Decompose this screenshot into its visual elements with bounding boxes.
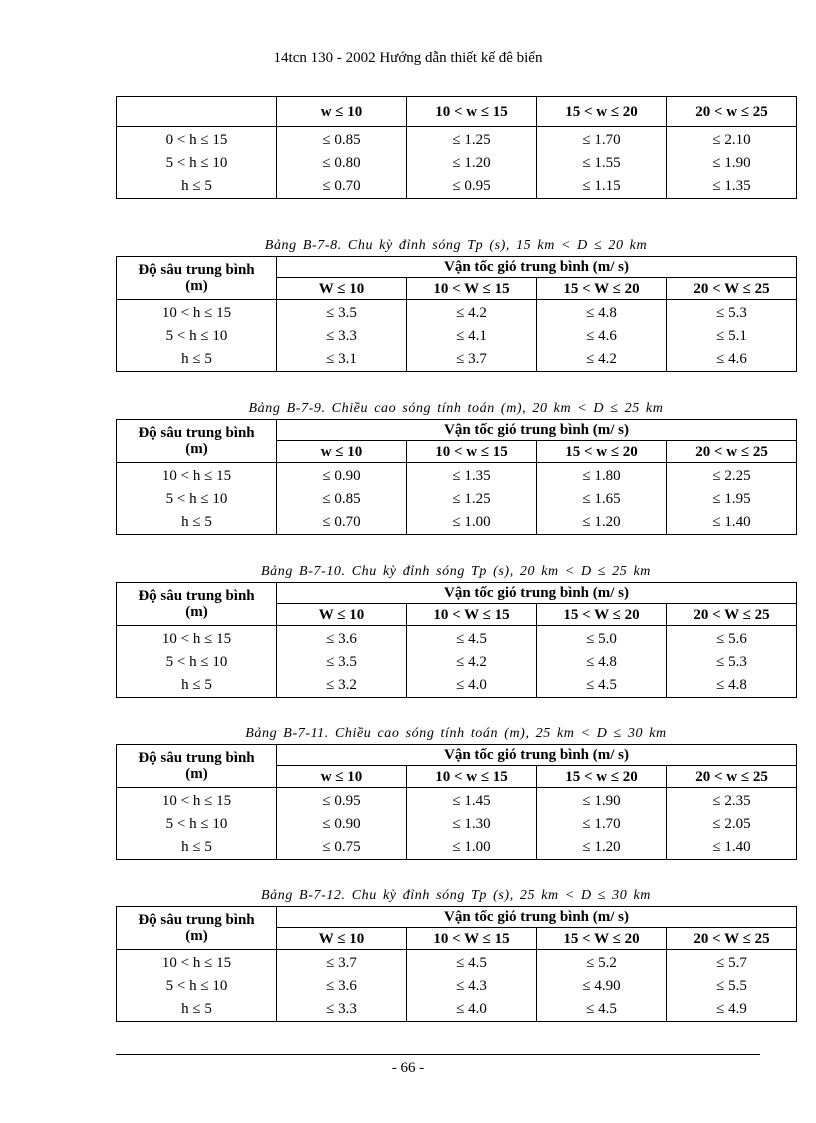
depth-column — [117, 788, 277, 860]
depth-header: Độ sâu trung bình — [138, 912, 255, 928]
table-value: ≤ 4.3 — [456, 978, 487, 994]
table-value: ≤ 1.30 — [452, 816, 491, 832]
depth-header-cell — [117, 420, 277, 463]
table-value: ≤ 3.7 — [326, 955, 357, 971]
value-column — [407, 463, 537, 535]
table-value: ≤ 3.3 — [326, 328, 357, 344]
table-value: ≤ 4.2 — [456, 305, 487, 321]
table-value: ≤ 0.80 — [322, 155, 361, 171]
table-value: ≤ 3.1 — [326, 351, 357, 367]
depth-label: 5 < h ≤ 10 — [165, 816, 228, 832]
column-header-row — [117, 97, 797, 127]
depth-header-cell — [117, 907, 277, 950]
value-column — [667, 300, 797, 372]
table-value: ≤ 0.70 — [322, 514, 361, 530]
table-value: ≤ 4.8 — [586, 305, 617, 321]
depth-label: h ≤ 5 — [181, 351, 212, 367]
table-value: ≤ 4.0 — [456, 1001, 487, 1017]
depth-label: 5 < h ≤ 10 — [165, 155, 228, 171]
header-row-top — [117, 583, 797, 604]
table-value: ≤ 2.10 — [712, 132, 751, 148]
table-caption: Bảng B-7-8. Chu kỳ đỉnh sóng Tp (s), 15 km < D ≤ 20 km — [264, 238, 648, 253]
table-value: ≤ 1.70 — [582, 132, 621, 148]
depth-header: Độ sâu trung bình — [138, 750, 255, 766]
table-value: ≤ 4.1 — [456, 328, 487, 344]
depth-label: 5 < h ≤ 10 — [165, 328, 228, 344]
depth-unit: (m) — [185, 928, 208, 944]
table-body-row — [117, 127, 797, 199]
table-body-row — [117, 626, 797, 698]
table-block-b-7-10 — [116, 562, 796, 698]
table-value: ≤ 1.25 — [452, 132, 491, 148]
table-value: ≤ 1.70 — [582, 816, 621, 832]
depth-label: 0 < h ≤ 15 — [165, 132, 228, 148]
column-header: 20 < w ≤ 25 — [667, 97, 797, 127]
table-value: ≤ 3.2 — [326, 677, 357, 693]
table-value: ≤ 5.5 — [716, 978, 747, 994]
column-header: 15 < W ≤ 20 — [537, 278, 667, 300]
table-block-b-7-9 — [116, 399, 796, 535]
value-column — [407, 127, 537, 199]
column-header: 10 < w ≤ 15 — [407, 441, 537, 463]
depth-column — [117, 127, 277, 199]
column-header: 15 < w ≤ 20 — [537, 441, 667, 463]
table-value: ≤ 4.5 — [456, 631, 487, 647]
table-value: ≤ 0.85 — [322, 491, 361, 507]
empty-header-cell — [117, 97, 277, 127]
table-value: ≤ 4.2 — [456, 654, 487, 670]
depth-header: Độ sâu trung bình — [138, 425, 255, 441]
data-table — [116, 256, 797, 372]
depth-label: h ≤ 5 — [181, 677, 212, 693]
table-value: ≤ 0.85 — [322, 132, 361, 148]
table-value: ≤ 1.20 — [582, 839, 621, 855]
table-value: ≤ 5.3 — [716, 305, 747, 321]
column-header: 10 < W ≤ 15 — [407, 278, 537, 300]
column-header: w ≤ 10 — [277, 766, 407, 788]
column-header: 10 < w ≤ 15 — [407, 97, 537, 127]
table-value: ≤ 0.95 — [322, 793, 361, 809]
depth-label: 10 < h ≤ 15 — [161, 955, 232, 971]
value-column — [667, 950, 797, 1022]
table-block-b-7-12 — [116, 886, 796, 1022]
header-row-top — [117, 745, 797, 766]
column-header: 20 < W ≤ 25 — [667, 604, 797, 626]
table-caption: Bảng B-7-9. Chiều cao sóng tính toán (m), 20 km < D ≤ 25 km — [248, 401, 664, 416]
table-value: ≤ 1.15 — [582, 178, 621, 194]
table-value: ≤ 1.00 — [452, 839, 491, 855]
depth-label: 10 < h ≤ 15 — [161, 793, 232, 809]
table-value: ≤ 1.00 — [452, 514, 491, 530]
depth-column — [117, 463, 277, 535]
value-column — [407, 950, 537, 1022]
table-value: ≤ 1.55 — [582, 155, 621, 171]
table-value: ≤ 1.65 — [582, 491, 621, 507]
value-column — [667, 788, 797, 860]
table-value: ≤ 4.6 — [716, 351, 747, 367]
data-table — [116, 419, 797, 535]
table-value: ≤ 0.95 — [452, 178, 491, 194]
table-value: ≤ 1.95 — [712, 491, 751, 507]
depth-label: 10 < h ≤ 15 — [161, 631, 232, 647]
table-value: ≤ 5.1 — [716, 328, 747, 344]
table-value: ≤ 4.5 — [586, 677, 617, 693]
table-caption: Bảng B-7-11. Chiều cao sóng tính toán (m), 25 km < D ≤ 30 km — [245, 726, 667, 741]
depth-label: h ≤ 5 — [181, 514, 212, 530]
value-column — [537, 463, 667, 535]
header-row-top — [117, 420, 797, 441]
wind-speed-header: Vận tốc gió trung bình (m/ s) — [277, 257, 797, 278]
depth-column — [117, 626, 277, 698]
table-value: ≤ 5.2 — [586, 955, 617, 971]
header-row-top — [117, 257, 797, 278]
depth-unit: (m) — [185, 604, 208, 620]
value-column — [407, 788, 537, 860]
value-column — [277, 626, 407, 698]
table-value: ≤ 4.9 — [716, 1001, 747, 1017]
table-block-b-7-11 — [116, 724, 796, 860]
table-value: ≤ 4.5 — [586, 1001, 617, 1017]
column-header: w ≤ 10 — [277, 97, 407, 127]
footer-divider — [116, 1054, 760, 1055]
depth-header: Độ sâu trung bình — [138, 588, 255, 604]
table-value: ≤ 5.0 — [586, 631, 617, 647]
table-block-continued — [116, 96, 796, 199]
table-caption: Bảng B-7-10. Chu kỳ đỉnh sóng Tp (s), 20 km < D ≤ 25 km — [261, 564, 651, 579]
table-value: ≤ 5.3 — [716, 654, 747, 670]
data-table — [116, 582, 797, 698]
depth-label: 5 < h ≤ 10 — [165, 978, 228, 994]
table-value: ≤ 4.5 — [456, 955, 487, 971]
table-value: ≤ 1.25 — [452, 491, 491, 507]
table-body-row — [117, 950, 797, 1022]
table-value: ≤ 3.5 — [326, 654, 357, 670]
table-value: ≤ 4.8 — [586, 654, 617, 670]
value-column — [537, 300, 667, 372]
column-header: 10 < W ≤ 15 — [407, 604, 537, 626]
depth-label: h ≤ 5 — [181, 1001, 212, 1017]
depth-header-cell — [117, 745, 277, 788]
depth-label: 10 < h ≤ 15 — [161, 468, 232, 484]
table-value: ≤ 1.90 — [582, 793, 621, 809]
table-body-row — [117, 463, 797, 535]
column-header: 20 < w ≤ 25 — [667, 441, 797, 463]
page-number: - 66 - — [391, 1060, 425, 1076]
column-header: W ≤ 10 — [277, 278, 407, 300]
value-column — [277, 127, 407, 199]
table-value: ≤ 1.20 — [582, 514, 621, 530]
depth-column — [117, 950, 277, 1022]
table-value: ≤ 1.40 — [712, 839, 751, 855]
table-value: ≤ 1.40 — [712, 514, 751, 530]
table-value: ≤ 4.6 — [586, 328, 617, 344]
depth-label: h ≤ 5 — [181, 839, 212, 855]
table-value: ≤ 0.90 — [322, 816, 361, 832]
table-value: ≤ 1.20 — [452, 155, 491, 171]
depth-label: h ≤ 5 — [181, 178, 212, 194]
column-header: 20 < W ≤ 25 — [667, 278, 797, 300]
value-column — [277, 788, 407, 860]
table-value: ≤ 5.7 — [716, 955, 747, 971]
value-column — [407, 626, 537, 698]
table-value: ≤ 2.25 — [712, 468, 751, 484]
column-header: 20 < w ≤ 25 — [667, 766, 797, 788]
value-column — [537, 950, 667, 1022]
table-value: ≤ 4.8 — [716, 677, 747, 693]
depth-label: 5 < h ≤ 10 — [165, 654, 228, 670]
depth-header: Độ sâu trung bình — [138, 262, 255, 278]
table-value: ≤ 1.35 — [452, 468, 491, 484]
table-body-row — [117, 788, 797, 860]
data-table — [116, 906, 797, 1022]
header-row-top — [117, 907, 797, 928]
table-value: ≤ 2.05 — [712, 816, 751, 832]
table-block-b-7-8 — [116, 236, 796, 372]
value-column — [277, 300, 407, 372]
wind-speed-header: Vận tốc gió trung bình (m/ s) — [277, 583, 797, 604]
depth-column — [117, 300, 277, 372]
value-column — [667, 463, 797, 535]
table-caption: Bảng B-7-12. Chu kỳ đỉnh sóng Tp (s), 25 km < D ≤ 30 km — [261, 888, 651, 903]
wind-speed-header: Vận tốc gió trung bình (m/ s) — [277, 420, 797, 441]
column-header: 20 < W ≤ 25 — [667, 928, 797, 950]
table-value: ≤ 4.2 — [586, 351, 617, 367]
depth-unit: (m) — [185, 278, 208, 294]
depth-unit: (m) — [185, 441, 208, 457]
value-column — [277, 950, 407, 1022]
table-value: ≤ 3.6 — [326, 978, 357, 994]
table-value: ≤ 0.70 — [322, 178, 361, 194]
table-value: ≤ 4.90 — [582, 978, 621, 994]
depth-unit: (m) — [185, 766, 208, 782]
column-header: 15 < W ≤ 20 — [537, 604, 667, 626]
table-value: ≤ 3.3 — [326, 1001, 357, 1017]
value-column — [667, 127, 797, 199]
column-header: 10 < W ≤ 15 — [407, 928, 537, 950]
table-value: ≤ 3.7 — [456, 351, 487, 367]
depth-header-cell — [117, 257, 277, 300]
value-column — [407, 300, 537, 372]
page-header: 14tcn 130 - 2002 Hướng dẫn thiết kế đê biển — [273, 50, 543, 66]
wind-speed-header: Vận tốc gió trung bình (m/ s) — [277, 907, 797, 928]
depth-label: 5 < h ≤ 10 — [165, 491, 228, 507]
table-value: ≤ 1.90 — [712, 155, 751, 171]
table-value: ≤ 0.90 — [322, 468, 361, 484]
table-value: ≤ 3.6 — [326, 631, 357, 647]
depth-label: 10 < h ≤ 15 — [161, 305, 232, 321]
value-column — [277, 463, 407, 535]
value-column — [667, 626, 797, 698]
table-body-row — [117, 300, 797, 372]
column-header: 15 < w ≤ 20 — [537, 766, 667, 788]
table-value: ≤ 1.80 — [582, 468, 621, 484]
column-header: 10 < w ≤ 15 — [407, 766, 537, 788]
data-table — [116, 744, 797, 860]
column-header: w ≤ 10 — [277, 441, 407, 463]
column-header: 15 < W ≤ 20 — [537, 928, 667, 950]
column-header: 15 < w ≤ 20 — [537, 97, 667, 127]
data-table — [116, 96, 797, 199]
column-header: W ≤ 10 — [277, 928, 407, 950]
value-column — [537, 127, 667, 199]
table-value: ≤ 0.75 — [322, 839, 361, 855]
value-column — [537, 626, 667, 698]
table-value: ≤ 1.45 — [452, 793, 491, 809]
table-value: ≤ 4.0 — [456, 677, 487, 693]
value-column — [537, 788, 667, 860]
column-header: W ≤ 10 — [277, 604, 407, 626]
table-value: ≤ 5.6 — [716, 631, 747, 647]
table-value: ≤ 2.35 — [712, 793, 751, 809]
wind-speed-header: Vận tốc gió trung bình (m/ s) — [277, 745, 797, 766]
table-value: ≤ 3.5 — [326, 305, 357, 321]
table-value: ≤ 1.35 — [712, 178, 751, 194]
depth-header-cell — [117, 583, 277, 626]
